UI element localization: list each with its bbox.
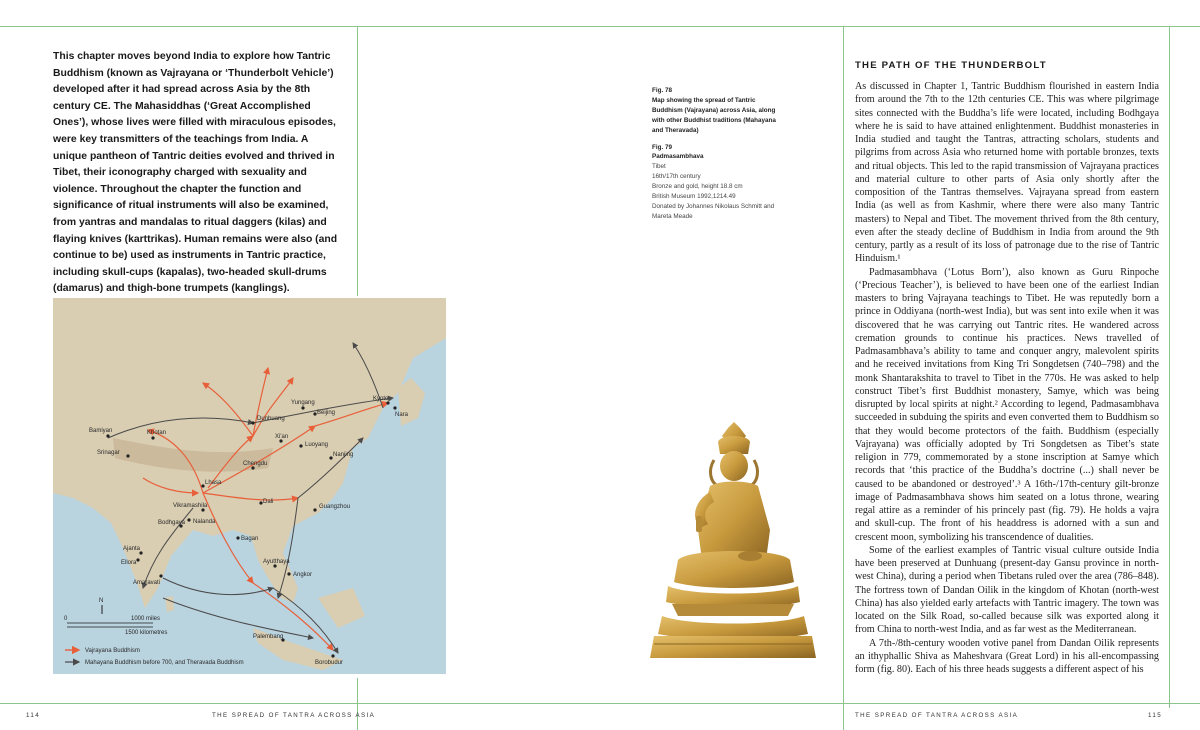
caption-detail: 16th/17th century: [652, 173, 701, 181]
asia-spread-map: [53, 298, 446, 674]
body-paragraph: A 7th-/8th-century wooden votive panel from Dandan Oilik represents an ithyphallic Shiva as Maheshvara (Great Lord) in his all-encompassing form (fig. 80). Each of his three heads suggests a different aspect of his: [855, 637, 1159, 675]
place-label: Ellora: [121, 560, 137, 566]
place-label: Borobudur: [315, 660, 344, 666]
place-label: Nalanda: [193, 519, 216, 525]
compass-label: N: [99, 598, 104, 604]
body-text: [855, 80, 1159, 676]
running-head-left: THE SPREAD OF TANTRA ACROSS ASIA: [212, 712, 376, 719]
place-dot: [287, 572, 290, 575]
body-paragraph: As discussed in Chapter 1, Tantric Buddhism flourished in eastern India from around the 7th to the 12th centuries CE. This was where pilgrimage sites connected with the Buddha’s life were located, including Bodhgaya where he is said to have attained enlightenment. Buddhist monasteries in India studied and taught the Tantras, attracting scholars, students and pilgrims from across Asia who returned home with portable bronzes, texts and ritual objects. This led to the rapid transmission of Vajrayana practices and material culture to other parts of Asia only shortly after the composition of the Tantras themselves. Vajrayana spread from eastern India (as well as from Kashmir, where there were also many Tantric masters) to Nepal and Tibet. The movement thrived from the 8th century, even after the steady decline of Buddhism in India from around the 9th century, partly as a result of its loss of patronage due to the rise of Tantric Hinduism.¹: [855, 81, 1159, 265]
place-label: Ayutthaya: [263, 559, 290, 565]
place-label: Angkor: [293, 572, 313, 578]
caption-fig-79: [652, 143, 782, 222]
place-label: Ajanta: [123, 546, 141, 552]
caption-fig-number: Fig. 78: [652, 87, 672, 94]
place-dot: [187, 518, 190, 521]
section-heading: THE PATH OF THE THUNDERBOLT: [855, 60, 1047, 71]
place-dot: [301, 406, 304, 409]
vajra-icon: [696, 516, 702, 532]
guide-line-top: [0, 26, 1200, 27]
throne-band: [672, 604, 794, 616]
place-label: Guangzhou: [319, 504, 351, 510]
running-head-right: THE SPREAD OF TANTRA ACROSS ASIA: [855, 712, 1019, 719]
body-paragraph: Padmasambhava (‘Lotus Born’), also known as Guru Rinpoche (‘Precious Teacher’), is believed to have been one of the earliest Indian masters to bring Vajrayana teachings to Tibet. He was reputedly born a prince in Oddiyana (north-west India), but was sent into exile when it was discovered that he was carrying out Tantric rites. He wandered across cremation grounds to continue his practices. News travelled of Padmasambhava’s ability to tame and conquer angry, malevolent spirits and he received invitations from King Tri Songdetsen (740–798) and the monk Shantarakshita to travel to Tibet in the 770s. He was asked to help construct Tibet’s first Buddhist monastery, Samye, which was being disrupted by local spirits at night.² According to legend, Padmasambhava succeeded in subduing the spirits and even converted them to Buddhism so that they would become protectors of the faith. Buddhism (especially Vajrayana) was officially adopted by Tri Songdetsen as Tibet’s state religion in 779, commemorated by a stone inscription at Samye which records that ‘this practice of the Buddha’s doctrine (...) shall never be caused to be abandoned or destroyed’.³ A 16th-/17th-century gilt-bronze image of Padmasambhava shows him seated on a lotus throne, wearing regal attire as a reminder of his princely past (fig. 79). He holds a vajra and skull-cup. The front of his headdress is adorned with a sun and crescent moon, symbolizing his transcendence of dualities.: [855, 266, 1159, 543]
place-label: Beijing: [317, 410, 336, 416]
place-label: Srinagar: [97, 450, 120, 456]
place-label: Nanjing: [333, 452, 354, 458]
folio-left: 114: [26, 712, 41, 719]
scale-miles: 1000 miles: [131, 616, 161, 622]
statue-illustration: [648, 420, 818, 665]
place-label: Lhasa: [205, 480, 222, 486]
place-dot: [136, 558, 139, 561]
place-label: Bodhgaya: [158, 520, 186, 526]
place-dot: [126, 454, 129, 457]
place-label: Bamiyan: [89, 428, 113, 434]
place-dot: [299, 444, 302, 447]
place-label: Khotan: [147, 430, 167, 436]
chapter-intro: [53, 49, 343, 298]
caption-fig-number: Fig. 79: [652, 143, 672, 151]
chapter-intro-text: This chapter moves beyond India to explore how Tantric Buddhism (known as Vajrayana or ‘Thunderbolt Vehicle’) developed after it had spread across Asia by the 8th century CE. The Mahasiddhas (‘Great Accomplished Ones’), whose lives were filled with miraculous episodes, were key transmitters of the teachings from India. A unique pantheon of Tantric deities evolved and thrived in Tibet, their iconography charged with sexuality and violence. Throughout the chapter the function and significance of ritual instruments will also be examined, from yantras and mandalas to ritual daggers (kilas) and flaying knives (karttrikas). Human remains were also (and continue to be) used as instruments in Tantric practice, including skull-cups (kapalas), two-headed skull-drums (damarus) and thigh-bone trumpets (kanglings).: [53, 51, 338, 295]
place-label: Vikramashila: [173, 503, 208, 509]
place-dot: [393, 406, 396, 409]
scale-zero: 0: [64, 616, 68, 622]
caption-detail: Bronze and gold, height 18.8 cm: [652, 183, 743, 191]
caption-detail: Donated by Johannes Nikolaus Schmitt and Mareta Meade: [652, 202, 775, 220]
place-label: Nara: [395, 412, 409, 418]
guide-line-left-column-lower: [357, 678, 358, 730]
place-dot: [159, 574, 162, 577]
place-label: Luoyang: [305, 442, 329, 448]
caption-detail: Tibet: [652, 163, 666, 171]
scale-km: 1500 kilometres: [125, 630, 168, 636]
map-graphic: [53, 298, 446, 674]
legend-vajrayana-label: Vajrayana Buddhism: [85, 648, 140, 654]
statue-legs: [674, 551, 794, 588]
place-label: Kyoto: [373, 396, 389, 402]
guide-line-right-edge: [1169, 26, 1170, 708]
body-paragraph: Some of the earliest examples of Tantric visual culture outside India have been preserved at Dunhuang (present-day Gansu province in north-west China), during a period when Tibetans ruled over the area (786–848). The fortress town of Dandan Oilik in the kingdom of Khotan (north-west China) has also yielded early artefacts with Tantric imagery. The town was located on the Silk Road, so-called because silk was exported along it from China to north-west India, and as far west as the Mediterranean.: [855, 544, 1159, 636]
place-label: Dunhuang: [257, 416, 285, 422]
place-label: Yungang: [291, 400, 315, 406]
throne-base: [650, 636, 816, 658]
place-dot: [236, 536, 239, 539]
statue-head: [720, 451, 748, 481]
caption-title: Padmasambhava: [652, 153, 704, 161]
caption-text: Map showing the spread of Tantric Buddhism (Vajrayana) across Asia, along with other Buddhist traditions (Mahayana and Theravada): [652, 96, 776, 134]
folio-right: 115: [1148, 712, 1163, 719]
caption-fig-78: [652, 86, 782, 136]
guide-line-bottom: [0, 703, 1200, 704]
place-dot: [331, 654, 334, 657]
place-label: Bagan: [241, 536, 259, 542]
guide-line-right-column: [843, 26, 844, 730]
place-label: Xi'an: [275, 434, 289, 440]
padmasambhava-statue-image: [648, 420, 818, 665]
place-dot: [313, 508, 316, 511]
guide-line-left-column: [357, 26, 358, 296]
legend-mahayana-label: Mahayana Buddhism before 700, and Theravada Buddhism: [85, 660, 244, 666]
place-label: Chengdu: [243, 461, 268, 467]
place-dot: [151, 436, 154, 439]
skull-cup-icon: [738, 551, 762, 561]
place-dot: [106, 434, 109, 437]
caption-detail: British Museum 1992,1214.49: [652, 193, 736, 201]
place-dot: [251, 421, 254, 424]
place-label: Amaravati: [133, 580, 161, 586]
figure-captions: [652, 86, 782, 229]
place-label: Palembang: [253, 634, 284, 640]
place-label: Dali: [263, 499, 274, 505]
